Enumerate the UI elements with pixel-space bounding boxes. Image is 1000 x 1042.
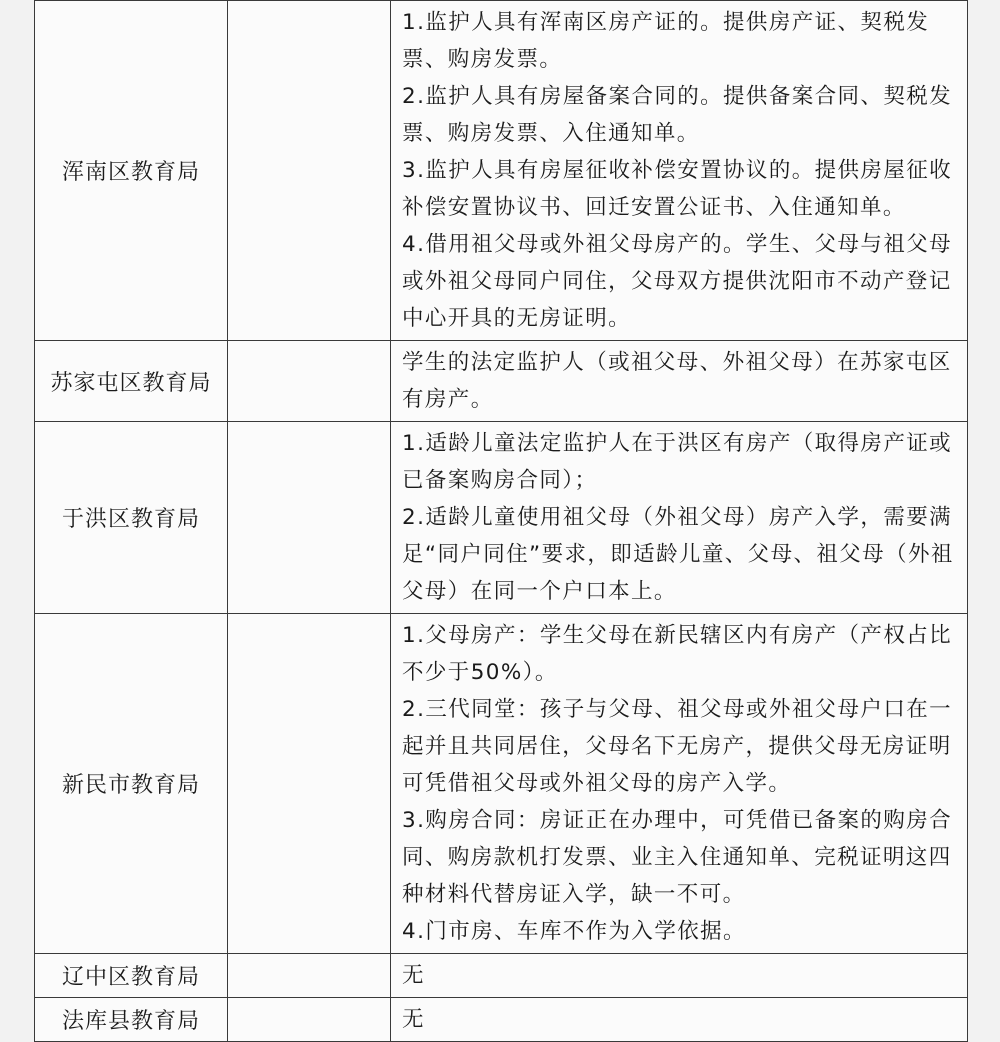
requirement-item: 无 [402,963,425,988]
table-row [35,954,968,998]
table-row [35,1,968,341]
table-row [35,422,968,614]
requirement-cell [391,1,968,341]
policy-table-page [34,0,966,1034]
requirement-item: 4.门市房、车库不作为入学依据。 [402,919,746,944]
requirement-item: 2.监护人具有房屋备案合同的。提供备案合同、契税发票、购房发票、入住通知单。 [402,84,953,146]
requirement-item: 3.购房合同：房证正在办理中，可凭借已备案的购房合同、购房款机打发票、业主入住通知单、完税证明这四种材料代替房证入学，缺一不可。 [402,808,953,907]
school-admission-housing-table [34,0,968,1042]
requirement-cell [391,614,968,954]
table-row [35,341,968,422]
requirement-item: 2.适龄儿童使用祖父母（外祖父母）房产入学，需要满足“同户同住”要求，即适龄儿童、父母、祖父母（外祖父母）在同一个户口本上。 [402,505,954,604]
requirement-item: 3.监护人具有房屋征收补偿安置协议的。提供房屋征收补偿安置协议书、回迁安置公证书、入住通知单。 [402,158,953,220]
department-cell: 新民市教育局 [35,614,228,954]
empty-cell [228,954,391,998]
requirement-item: 无 [402,1007,425,1032]
empty-cell [228,614,391,954]
department-cell: 浑南区教育局 [35,1,228,341]
table-row [35,614,968,954]
requirement-cell [391,998,968,1042]
requirement-item: 1.父母房产：学生父母在新民辖区内有房产（产权占比不少于50%）。 [402,623,953,685]
requirement-item: 1.监护人具有浑南区房产证的。提供房产证、契税发票、购房发票。 [402,10,930,72]
requirement-cell [391,954,968,998]
department-cell: 辽中区教育局 [35,954,228,998]
table-row [35,998,968,1042]
requirement-item: 2.三代同堂：孩子与父母、祖父母或外祖父母户口在一起并且共同居住，父母名下无房产，提供父母无房证明可凭借祖父母或外祖父母的房产入学。 [402,697,953,796]
requirement-item: 4.借用祖父母或外祖父母房产的。学生、父母与祖父母或外祖父母同户同住，父母双方提供沈阳市不动产登记中心开具的无房证明。 [402,232,953,331]
requirement-item: 学生的法定监护人（或祖父母、外祖父母）在苏家屯区有房产。 [402,350,952,412]
empty-cell [228,422,391,614]
empty-cell [228,998,391,1042]
department-cell: 于洪区教育局 [35,422,228,614]
requirement-item: 1.适龄儿童法定监护人在于洪区有房产（取得房产证或已备案购房合同）； [402,431,953,493]
empty-cell [228,1,391,341]
department-cell: 法库县教育局 [35,998,228,1042]
empty-cell [228,341,391,422]
requirement-cell [391,341,968,422]
requirement-cell [391,422,968,614]
department-cell: 苏家屯区教育局 [35,341,228,422]
